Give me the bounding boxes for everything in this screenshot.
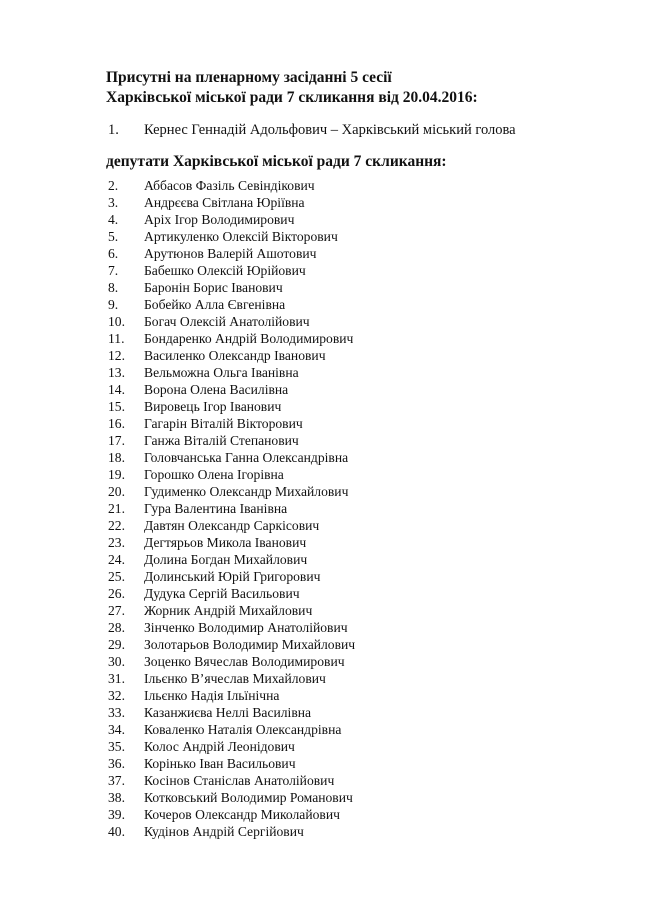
- list-item: [108, 687, 355, 704]
- list-item-number: 40.: [108, 824, 125, 839]
- list-item-number: 9.: [108, 297, 119, 312]
- list-item: [108, 228, 355, 245]
- list-item: [108, 585, 355, 602]
- list-item: [108, 772, 355, 789]
- list-item-number: 17.: [108, 433, 125, 448]
- list-item-number: 2.: [108, 178, 119, 193]
- list-item-number: 5.: [108, 229, 119, 244]
- list-item-name: Коваленко Наталія Олександрівна: [144, 722, 342, 737]
- list-item-number: 33.: [108, 705, 125, 720]
- list-item-number: 11.: [108, 331, 125, 346]
- list-item-name: Ільєнко В’ячеслав Михайлович: [144, 671, 326, 686]
- list-item-name: Ганжа Віталій Степанович: [144, 433, 299, 448]
- list-item-name: Колос Андрій Леонідович: [144, 739, 295, 754]
- list-item-name: Баронін Борис Іванович: [144, 280, 283, 295]
- list-item: [108, 245, 355, 262]
- list-item: [108, 670, 355, 687]
- list-item: [108, 823, 355, 840]
- list-item-name: Долина Богдан Михайлович: [144, 552, 308, 567]
- list-item-number: 3.: [108, 195, 119, 210]
- list-item-name: Ільєнко Надія Ільїнічна: [144, 688, 280, 703]
- list-item: [108, 602, 355, 619]
- list-item-name: Казанжиєва Неллі Василівна: [144, 705, 312, 720]
- list-item: [108, 194, 355, 211]
- list-item-number: 26.: [108, 586, 125, 601]
- list-item-name: Косінов Станіслав Анатолійович: [144, 773, 335, 788]
- list-item: [108, 806, 355, 823]
- list-item: [108, 738, 355, 755]
- list-item: [108, 500, 355, 517]
- list-item-name: Котковський Володимир Романович: [144, 790, 353, 805]
- list-item: [108, 347, 355, 364]
- list-item-number: 22.: [108, 518, 125, 533]
- list-item-number: 27.: [108, 603, 125, 618]
- list-item: [108, 262, 355, 279]
- list-item-name: Андрєєва Світлана Юріївна: [144, 195, 305, 210]
- list-item-number: 35.: [108, 739, 125, 754]
- list-item-name: Бондаренко Андрій Володимирович: [144, 331, 354, 346]
- list-item-name: Гура Валентина Іванівна: [144, 501, 288, 516]
- list-item: [108, 364, 355, 381]
- list-item: [108, 381, 355, 398]
- deputies-list: [108, 177, 355, 840]
- document-title-line-1: Присутні на пленарному засіданні 5 сесії: [106, 69, 392, 86]
- list-item-number: 23.: [108, 535, 125, 550]
- list-item: [108, 415, 355, 432]
- list-item: [108, 279, 355, 296]
- list-item-number: 25.: [108, 569, 125, 584]
- list-item-number: 29.: [108, 637, 125, 652]
- list-item-name: Аббасов Фазіль Севіндікович: [144, 178, 315, 193]
- list-item-name: Жорник Андрій Михайлович: [144, 603, 313, 618]
- list-item: [108, 466, 355, 483]
- list-item-number: 8.: [108, 280, 119, 295]
- list-item-number: 10.: [108, 314, 125, 329]
- list-item-name: Золотарьов Володимир Михайлович: [144, 637, 356, 652]
- list-item: [108, 432, 355, 449]
- list-item: [108, 789, 355, 806]
- list-item-number: 24.: [108, 552, 125, 567]
- list-item: [108, 619, 355, 636]
- list-item-name: Горошко Олена Ігорівна: [144, 467, 284, 482]
- document-title-line-2: Харківської міської ради 7 скликання від 20.04.2016:: [106, 89, 478, 106]
- list-item-number: 13.: [108, 365, 125, 380]
- list-item-number: 28.: [108, 620, 125, 635]
- list-item-name: Дегтярьов Микола Іванович: [144, 535, 307, 550]
- list-item: [108, 296, 355, 313]
- list-item-name: Ворона Олена Василівна: [144, 382, 289, 397]
- list-item: [108, 330, 355, 347]
- list-item-name: Вельможна Ольга Іванівна: [144, 365, 299, 380]
- list-item-number: 20.: [108, 484, 125, 499]
- list-item-number: 38.: [108, 790, 125, 805]
- list-item-name: Гудименко Олександр Михайлович: [144, 484, 349, 499]
- list-item-number: 15.: [108, 399, 125, 414]
- list-item: [108, 755, 355, 772]
- mayor-entry-text: Кернес Геннадій Адольфович – Харківський міський голова: [144, 122, 516, 138]
- list-item: [108, 313, 355, 330]
- list-item: [108, 534, 355, 551]
- list-item-name: Зінченко Володимир Анатолійович: [144, 620, 348, 635]
- list-item-number: 21.: [108, 501, 125, 516]
- mayor-entry-number: 1.: [108, 122, 119, 138]
- list-item-name: Богач Олексій Анатолійович: [144, 314, 310, 329]
- list-item-name: Долинський Юрій Григорович: [144, 569, 321, 584]
- list-item-name: Бобейко Алла Євгенівна: [144, 297, 286, 312]
- list-item-name: Бабешко Олексій Юрійович: [144, 263, 306, 278]
- list-item-number: 37.: [108, 773, 125, 788]
- list-item: [108, 653, 355, 670]
- mayor-entry: [108, 121, 516, 139]
- list-item: [108, 551, 355, 568]
- list-item-name: Кочеров Олександр Миколайович: [144, 807, 340, 822]
- list-item-name: Зоценко Вячеслав Володимирович: [144, 654, 345, 669]
- list-item-name: Корінько Іван Васильович: [144, 756, 296, 771]
- list-item-name: Аріх Ігор Володимирович: [144, 212, 295, 227]
- list-item-number: 36.: [108, 756, 125, 771]
- list-item-name: Арутюнов Валерій Ашотович: [144, 246, 317, 261]
- list-item-number: 30.: [108, 654, 125, 669]
- list-item-number: 14.: [108, 382, 125, 397]
- list-item: [108, 211, 355, 228]
- list-item: [108, 449, 355, 466]
- list-item: [108, 177, 355, 194]
- list-item-name: Артикуленко Олексій Вікторович: [144, 229, 338, 244]
- list-item-number: 19.: [108, 467, 125, 482]
- list-item-number: 4.: [108, 212, 119, 227]
- list-item-name: Давтян Олександр Саркісович: [144, 518, 320, 533]
- list-item: [108, 568, 355, 585]
- list-item: [108, 517, 355, 534]
- deputies-heading: депутати Харківської міської ради 7 скликання:: [106, 153, 447, 170]
- list-item-number: 16.: [108, 416, 125, 431]
- list-item: [108, 483, 355, 500]
- list-item-number: 32.: [108, 688, 125, 703]
- list-item-number: 39.: [108, 807, 125, 822]
- list-item: [108, 398, 355, 415]
- list-item-name: Головчанська Ганна Олександрівна: [144, 450, 349, 465]
- list-item-name: Дудука Сергій Васильович: [144, 586, 300, 601]
- list-item: [108, 721, 355, 738]
- list-item-number: 12.: [108, 348, 125, 363]
- list-item-number: 34.: [108, 722, 125, 737]
- list-item-name: Кудінов Андрій Сергійович: [144, 824, 304, 839]
- list-item-number: 31.: [108, 671, 125, 686]
- list-item-number: 18.: [108, 450, 125, 465]
- list-item-number: 7.: [108, 263, 119, 278]
- list-item-name: Вировець Ігор Іванович: [144, 399, 282, 414]
- list-item-number: 6.: [108, 246, 119, 261]
- list-item: [108, 704, 355, 721]
- list-item-name: Гагарін Віталій Вікторович: [144, 416, 303, 431]
- list-item-name: Василенко Олександр Іванович: [144, 348, 326, 363]
- list-item: [108, 636, 355, 653]
